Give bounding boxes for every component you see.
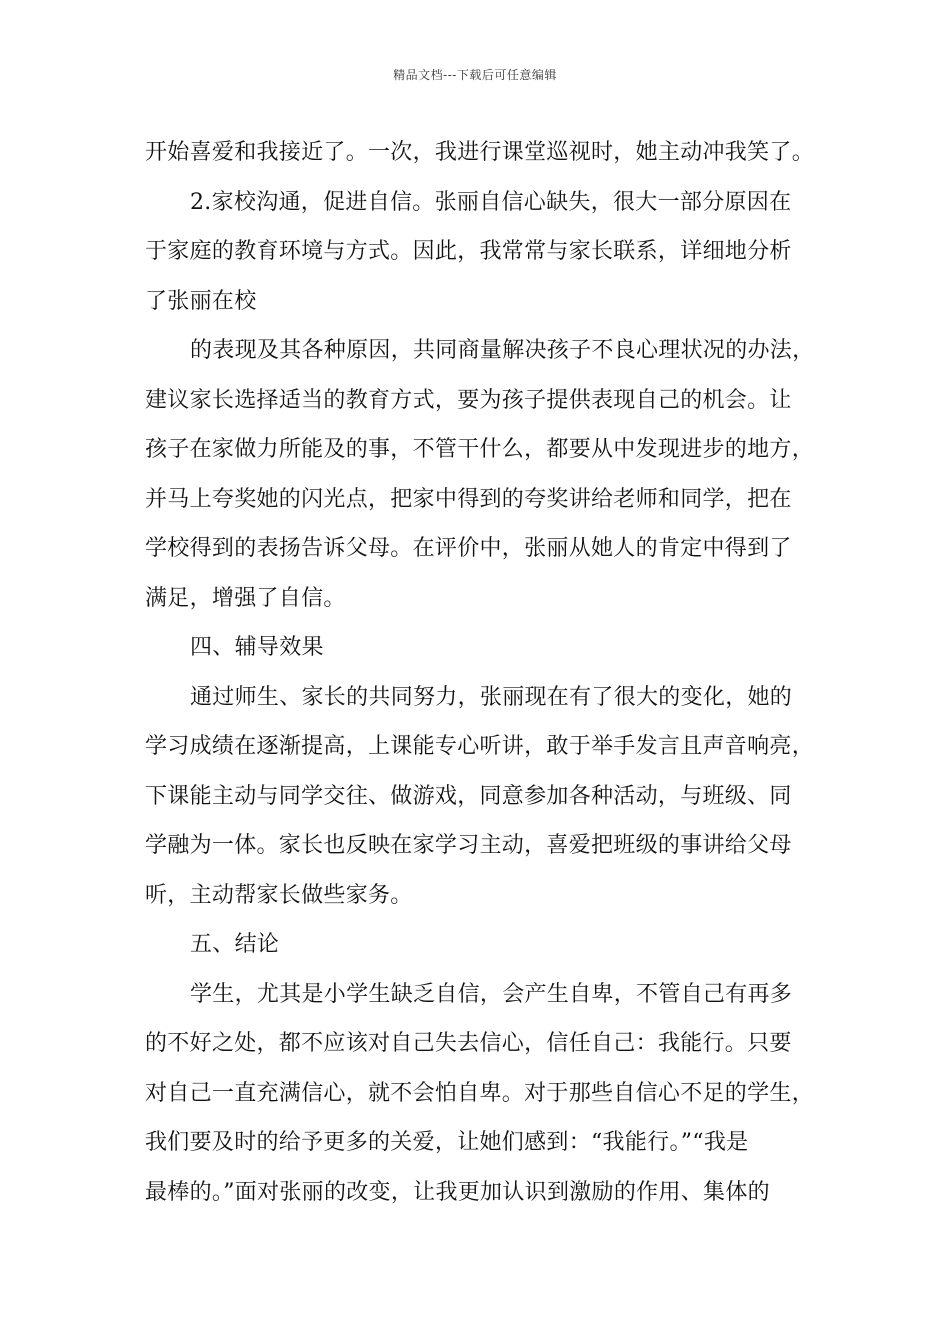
text-line: 于家庭的教育环境与方式。因此，我常常与家长联系，详细地分析 xyxy=(145,239,792,264)
text-line: 开始喜爱和我接近了。一次，我进行课堂巡视时，她主动冲我笑了。 xyxy=(145,140,815,165)
text-line: 听，主动帮家长做些家务。 xyxy=(145,882,413,908)
text-line: 满足，增强了自信。 xyxy=(145,585,346,611)
text-line: 并马上夸奖她的闪光点，把家中得到的夸奖讲给老师和同学，把在 xyxy=(145,486,792,512)
text-line: 了张丽在校 xyxy=(145,288,257,314)
text-line: 学校得到的表扬告诉父母。在评价中，张丽从她人的肯定中得到了 xyxy=(145,536,792,561)
text-line: 的表现及其各种原因，共同商量解决孩子不良心理状况的办法， xyxy=(190,338,815,363)
text-line: 通过师生、家长的共同努力，张丽现在有了很大的变化，她的 xyxy=(190,684,793,710)
document-body xyxy=(145,128,825,1217)
text-line: 最棒的。”面对张丽的改变，让我更加认识到激励的作用、集体的 xyxy=(145,1179,770,1205)
text-line: 的不好之处，都不应该对自己失去信心，信任自己：我能行。只要 xyxy=(145,1031,792,1056)
text-line: 建议家长选择适当的教育方式，要为孩子提供表现自己的机会。让 xyxy=(145,387,792,413)
text-line: 对自己一直充满信心，就不会怕自卑。对于那些自信心不足的学生， xyxy=(145,1080,815,1106)
text-line: 四、辅导效果 xyxy=(190,635,324,660)
text-line: 2.家校沟通，促进自信。张丽自信心缺失，很大一部分原因在 xyxy=(190,189,792,215)
text-line: 学习成绩在逐渐提高，上课能专心听讲，敢于举手发言且声音响亮， xyxy=(145,734,815,759)
text-line: 我们要及时的给予更多的关爱，让她们感到：“我能行。”“我是 xyxy=(145,1130,749,1155)
text-line: 孩子在家做力所能及的事，不管干什么，都要从中发现进步的地方， xyxy=(145,437,815,462)
text-line: 五、结论 xyxy=(190,932,280,957)
text-line: 下课能主动与同学交往、做游戏，同意参加各种活动，与班级、同 xyxy=(145,783,792,809)
page-header: 精品文档---下载后可任意编辑 xyxy=(393,68,557,82)
text-line: 学生，尤其是小学生缺乏自信，会产生自卑，不管自己有再多 xyxy=(190,981,793,1007)
text-line: 学融为一体。家长也反映在家学习主动，喜爱把班级的事讲给父母 xyxy=(145,833,792,858)
